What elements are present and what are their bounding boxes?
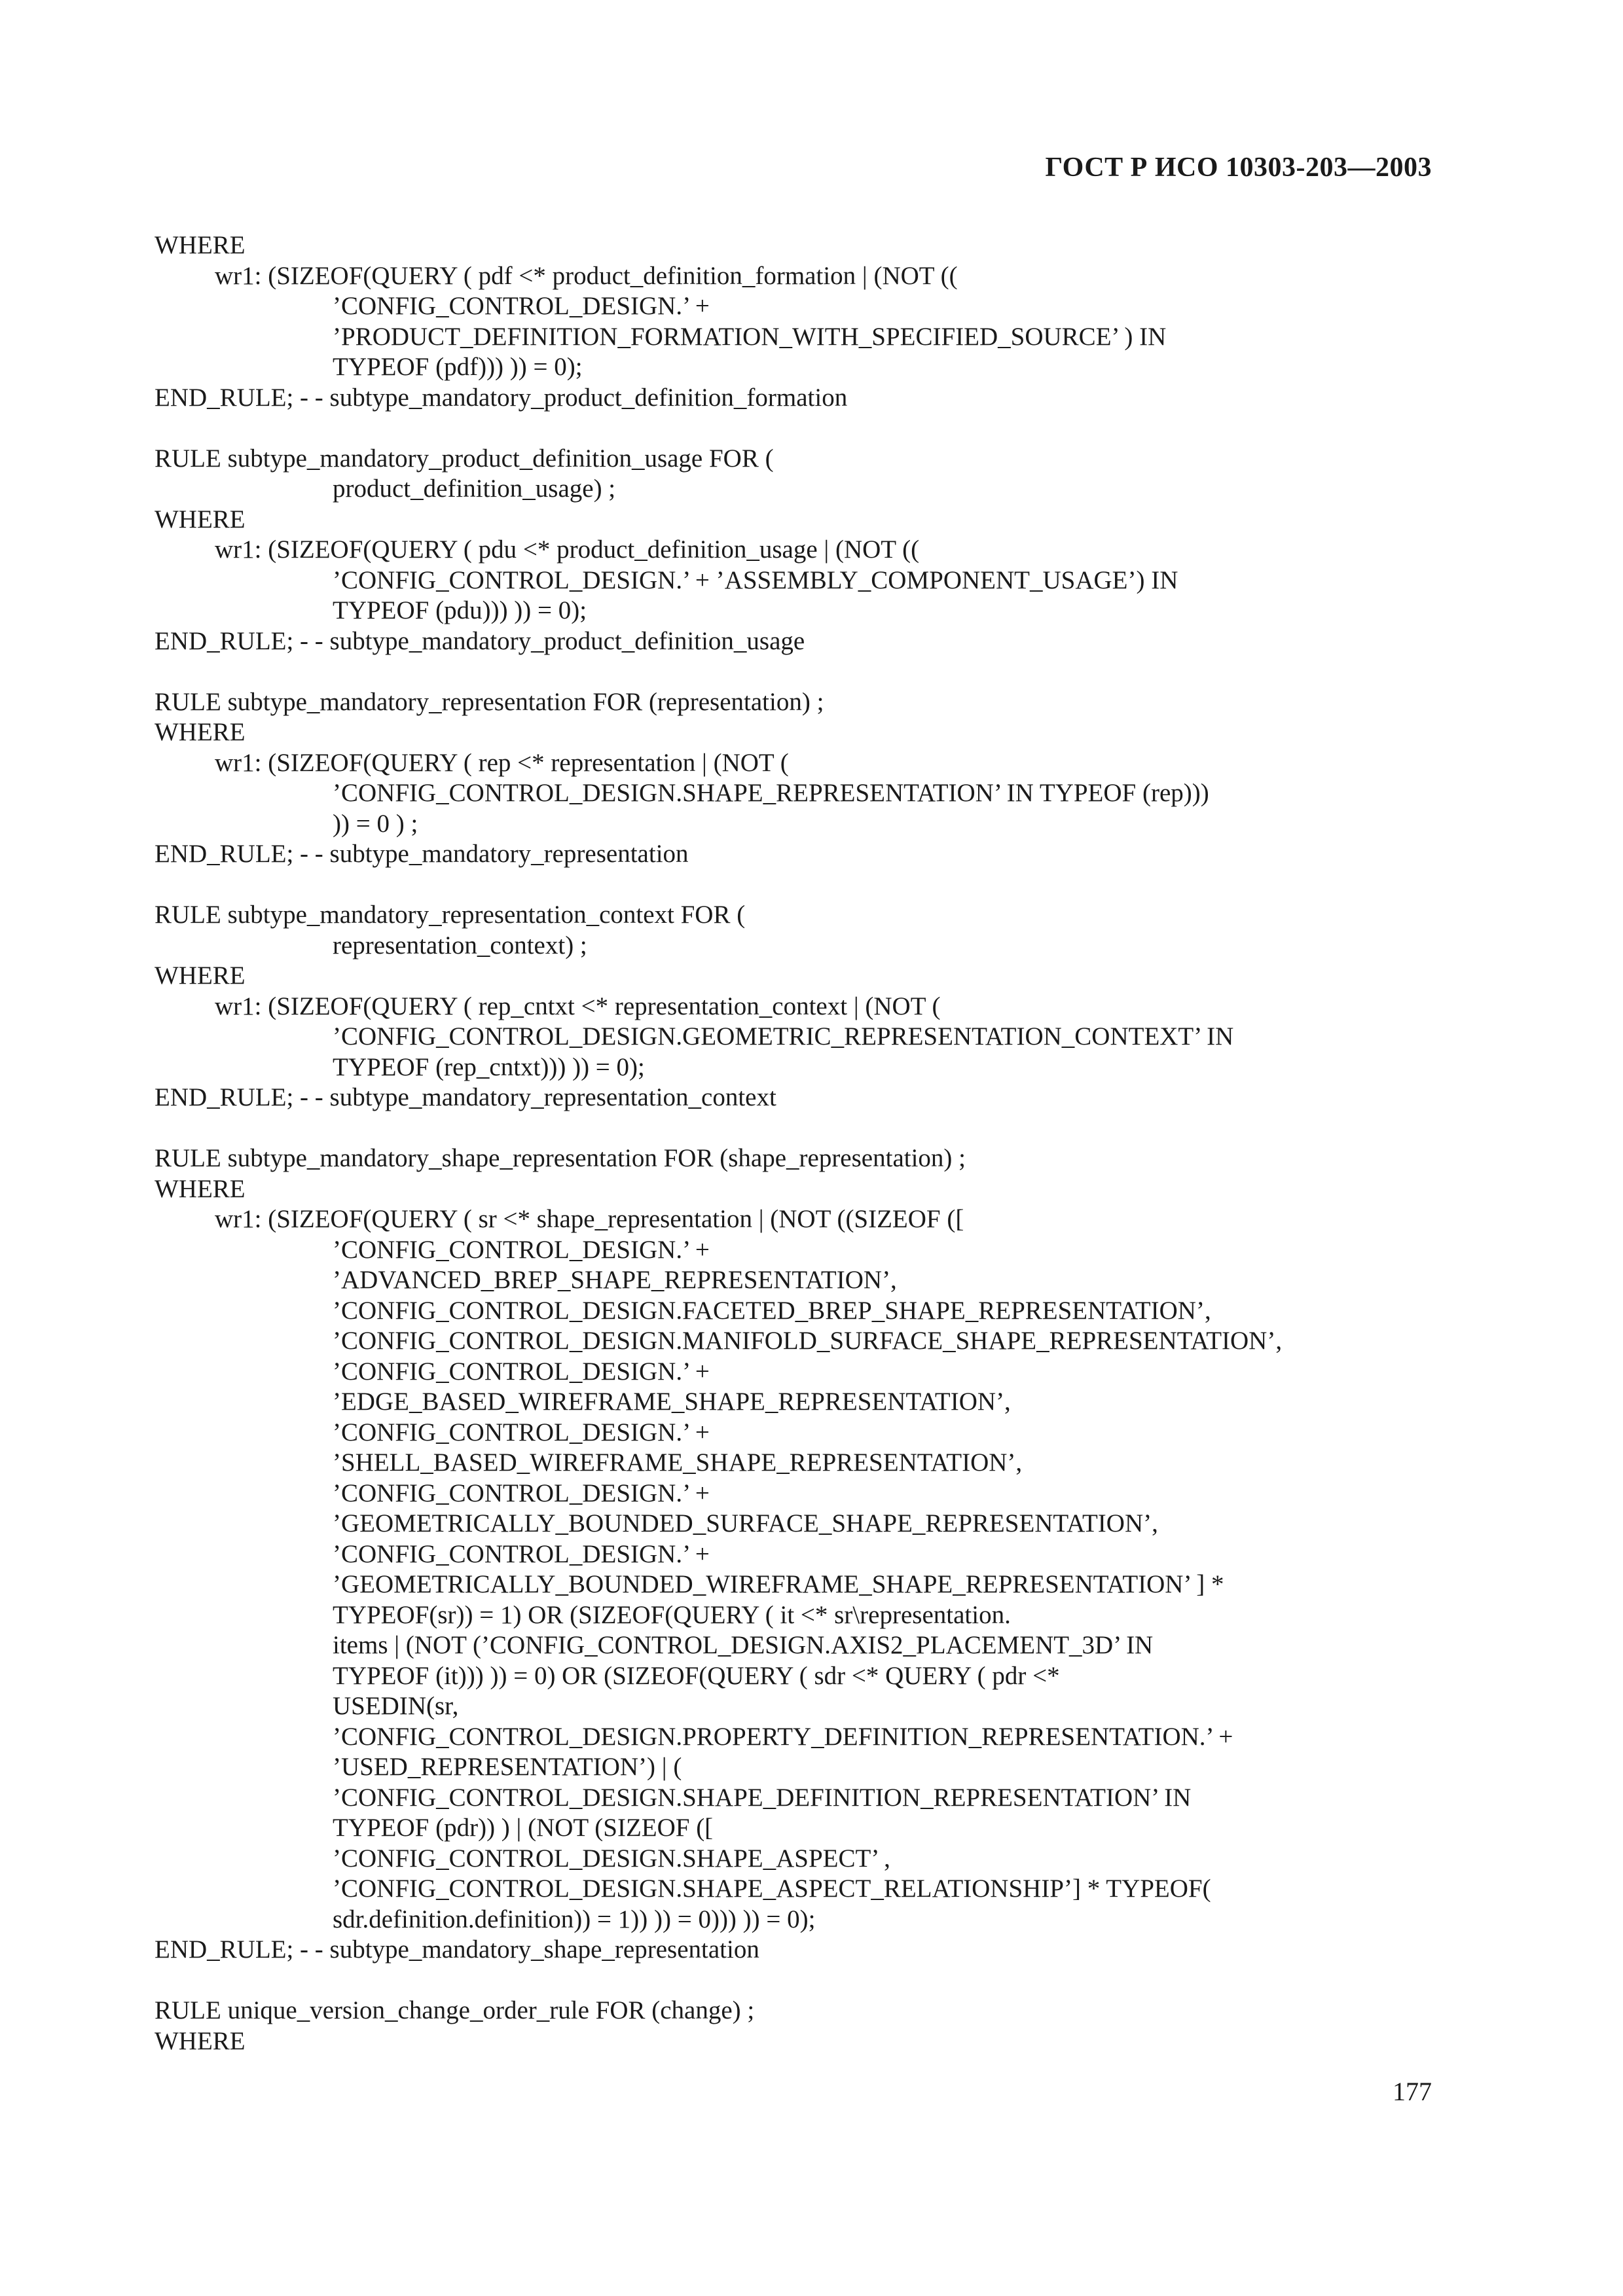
code-line: TYPEOF (pdu))) )) = 0); xyxy=(333,596,587,624)
code-line: RULE subtype_mandatory_representation_context FOR ( xyxy=(155,901,746,929)
code-line: )) = 0 ) ; xyxy=(333,809,418,838)
code-line: ’CONFIG_CONTROL_DESIGN.SHAPE_ASPECT’ , xyxy=(333,1844,890,1873)
code-line: ’CONFIG_CONTROL_DESIGN.PROPERTY_DEFINITION_REPRESENTATION.’ + xyxy=(333,1722,1233,1751)
code-line: wr1: (SIZEOF(QUERY ( pdf <* product_definition_formation | (NOT (( xyxy=(215,261,958,290)
block-gap xyxy=(155,1965,1438,1996)
page-number: 177 xyxy=(1393,2077,1432,2106)
rule-block xyxy=(155,444,1438,657)
code-line: ’CONFIG_CONTROL_DESIGN.’ + xyxy=(333,1235,710,1264)
code-line: wr1: (SIZEOF(QUERY ( sr <* shape_representation | (NOT ((SIZEOF ([ xyxy=(215,1205,964,1233)
code-line: TYPEOF(sr)) = 1) OR (SIZEOF(QUERY ( it <* sr\representation. xyxy=(333,1600,1011,1629)
block-gap xyxy=(155,870,1438,901)
rule-block xyxy=(155,230,1438,413)
code-line: ’CONFIG_CONTROL_DESIGN.’ + xyxy=(333,292,710,320)
code-line: RULE subtype_mandatory_representation FOR (representation) ; xyxy=(155,687,824,716)
code-line: wr1: (SIZEOF(QUERY ( pdu <* product_definition_usage | (NOT (( xyxy=(215,535,920,564)
code-line: ’PRODUCT_DEFINITION_FORMATION_WITH_SPECIFIED_SOURCE’ ) IN xyxy=(333,322,1167,351)
rule-block xyxy=(155,900,1438,1113)
code-line: ’GEOMETRICALLY_BOUNDED_SURFACE_SHAPE_REPRESENTATION’, xyxy=(333,1509,1158,1537)
code-line: TYPEOF (pdr)) ) | (NOT (SIZEOF ([ xyxy=(333,1814,714,1842)
code-line: ’EDGE_BASED_WIREFRAME_SHAPE_REPRESENTATION’, xyxy=(333,1388,1011,1416)
code-line: ’CONFIG_CONTROL_DESIGN.MANIFOLD_SURFACE_SHAPE_REPRESENTATION’, xyxy=(333,1327,1283,1355)
code-line: ’CONFIG_CONTROL_DESIGN.SHAPE_REPRESENTATION’ IN TYPEOF (rep))) xyxy=(333,779,1209,807)
code-line: END_RULE; - - subtype_mandatory_representation xyxy=(155,840,689,868)
code-line: TYPEOF (pdf))) )) = 0); xyxy=(333,353,583,381)
document-header: ГОСТ Р ИСО 10303-203—2003 xyxy=(1045,152,1432,183)
code-line: TYPEOF (it))) )) = 0) OR (SIZEOF(QUERY ( sdr <* QUERY ( pdr <* xyxy=(333,1661,1060,1690)
code-line: END_RULE; - - subtype_mandatory_representation_context xyxy=(155,1083,776,1111)
code-line: sdr.definition.definition)) = 1)) )) = 0))) )) = 0); xyxy=(333,1905,816,1933)
document-body xyxy=(155,230,1438,2056)
code-line: ’CONFIG_CONTROL_DESIGN.’ + ’ASSEMBLY_COMPONENT_USAGE’) IN xyxy=(333,565,1178,594)
code-line: END_RULE; - - subtype_mandatory_product_definition_usage xyxy=(155,626,805,655)
code-line: END_RULE; - - subtype_mandatory_product_definition_formation xyxy=(155,383,848,412)
code-line: WHERE xyxy=(155,961,246,990)
code-line: ’GEOMETRICALLY_BOUNDED_WIREFRAME_SHAPE_REPRESENTATION’ ] * xyxy=(333,1570,1224,1598)
code-line: wr1: (SIZEOF(QUERY ( rep <* representation | (NOT ( xyxy=(215,748,789,777)
code-line: WHERE xyxy=(155,718,246,746)
code-line: WHERE xyxy=(155,505,246,533)
block-gap xyxy=(155,656,1438,687)
block-gap xyxy=(155,1113,1438,1144)
code-line: WHERE xyxy=(155,231,246,259)
code-line: ’CONFIG_CONTROL_DESIGN.GEOMETRIC_REPRESENTATION_CONTEXT’ IN xyxy=(333,1022,1234,1050)
code-line: ’CONFIG_CONTROL_DESIGN.SHAPE_DEFINITION_REPRESENTATION’ IN xyxy=(333,1783,1192,1812)
code-line: WHERE xyxy=(155,1174,246,1203)
block-gap xyxy=(155,413,1438,444)
code-line: wr1: (SIZEOF(QUERY ( rep_cntxt <* representation_context | (NOT ( xyxy=(215,992,941,1020)
rule-block xyxy=(155,687,1438,870)
code-line: ’USED_REPRESENTATION’) | ( xyxy=(333,1753,682,1781)
code-line: ’CONFIG_CONTROL_DESIGN.’ + xyxy=(333,1539,710,1568)
code-line: ’ADVANCED_BREP_SHAPE_REPRESENTATION’, xyxy=(333,1266,897,1294)
code-line: USEDIN(sr, xyxy=(333,1692,459,1720)
code-line: ’CONFIG_CONTROL_DESIGN.’ + xyxy=(333,1418,710,1446)
code-line: items | (NOT (’CONFIG_CONTROL_DESIGN.AXIS2_PLACEMENT_3D’ IN xyxy=(333,1631,1154,1659)
code-line: ’SHELL_BASED_WIREFRAME_SHAPE_REPRESENTATION’, xyxy=(333,1448,1023,1477)
code-line: ’CONFIG_CONTROL_DESIGN.FACETED_BREP_SHAPE_REPRESENTATION’, xyxy=(333,1296,1211,1325)
code-line: RULE unique_version_change_order_rule FOR (change) ; xyxy=(155,1996,755,2024)
code-line: WHERE xyxy=(155,2026,246,2055)
code-line: END_RULE; - - subtype_mandatory_shape_representation xyxy=(155,1935,759,1964)
code-line: ’CONFIG_CONTROL_DESIGN.SHAPE_ASPECT_RELATIONSHIP’] * TYPEOF( xyxy=(333,1874,1211,1903)
code-line: ’CONFIG_CONTROL_DESIGN.’ + xyxy=(333,1479,710,1507)
code-line: RULE subtype_mandatory_shape_representation FOR (shape_representation) ; xyxy=(155,1144,966,1172)
code-line: TYPEOF (rep_cntxt))) )) = 0); xyxy=(333,1052,645,1081)
code-line: representation_context) ; xyxy=(333,931,587,960)
rule-block xyxy=(155,1996,1438,2056)
code-line: ’CONFIG_CONTROL_DESIGN.’ + xyxy=(333,1357,710,1386)
code-line: product_definition_usage) ; xyxy=(333,475,616,503)
rule-block xyxy=(155,1143,1438,1965)
code-line: RULE subtype_mandatory_product_definition_usage FOR ( xyxy=(155,444,774,473)
